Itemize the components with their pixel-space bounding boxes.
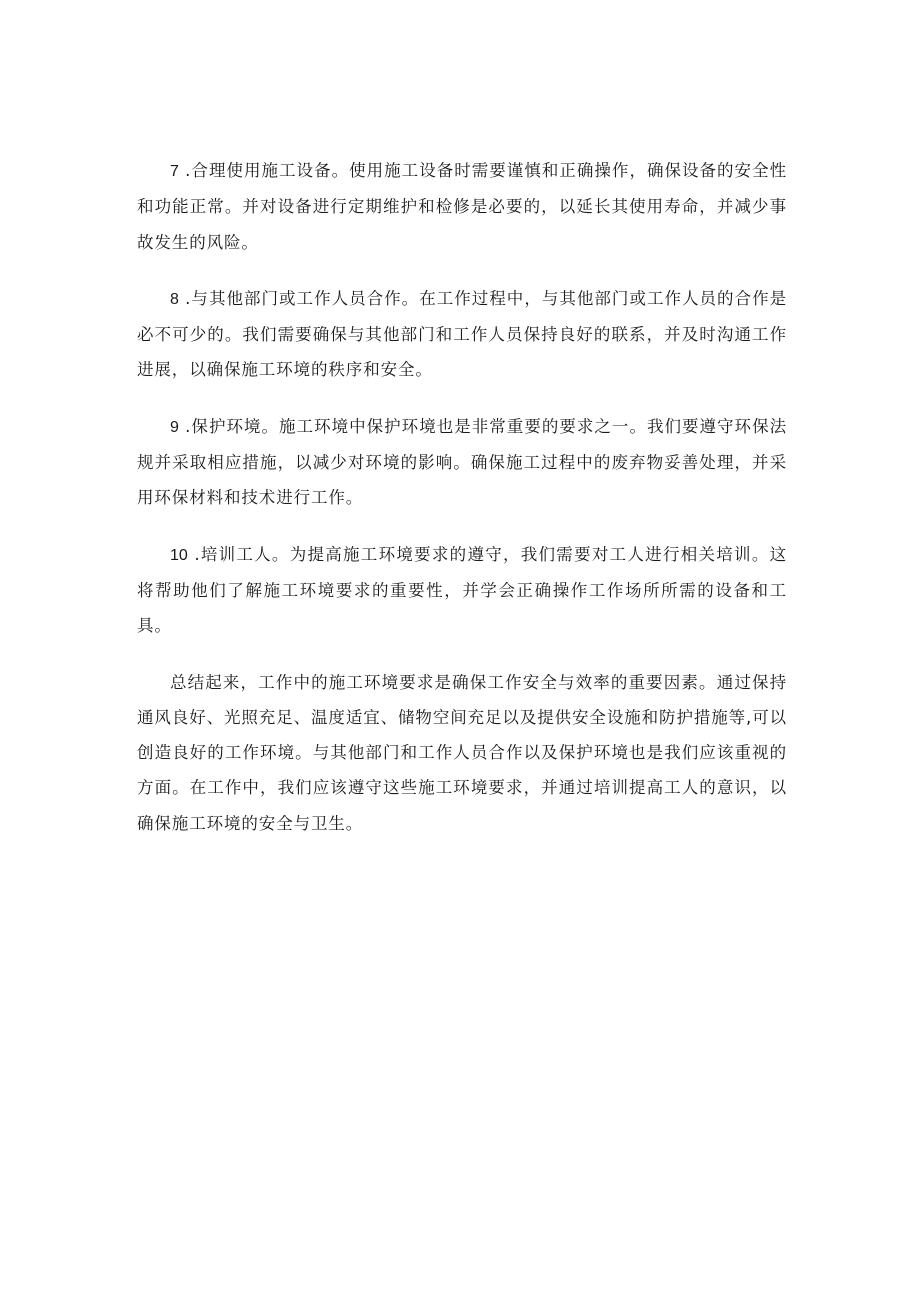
list-item <box>137 153 787 260</box>
item-text: .与其他部门或工作人员合作。在工作过程中，与其他部门或工作人员的合作是必不可少的。我们需要确保与其他部门和工作人员保持良好的联系，并及时沟通工作进展，以确保施工环境的秩序和安全。 <box>137 288 787 380</box>
item-number: 9 <box>170 418 179 436</box>
list-item <box>137 409 787 516</box>
document-body <box>137 153 787 862</box>
item-number: 7 <box>170 163 179 180</box>
item-number: 10 <box>170 546 188 564</box>
item-text: .培训工人。为提高施工环境要求的遵守，我们需要对工人进行相关培训。这将帮助他们了解施工环境要求的重要性，并学会正确操作工作场所所需的设备和工具。 <box>137 544 787 636</box>
item-number: 8 <box>170 290 179 308</box>
item-text: .合理使用施工设备。使用施工设备时需要谨慎和正确操作，确保设备的安全性和功能正常。并对设备进行定期维护和检修是必要的，以延长其使用寿命，并减少事故发生的风险。 <box>137 161 787 252</box>
list-item <box>137 281 787 388</box>
summary-paragraph: 总结起来，工作中的施工环境要求是确保工作安全与效率的重要因素。通过保持通风良好、光照充足、温度适宜、储物空间充足以及提供安全设施和防护措施等,可以创造良好的工作环境。与其他部门和工作人员合作以及保护环境也是我们应该重视的方面。在工作中，我们应该遵守这些施工环境要求，并通过培训提高工人的意识，以确保施工环境的安全与卫生。 <box>137 672 787 833</box>
item-text: .保护环境。施工环境中保护环境也是非常重要的要求之一。我们要遵守环保法规并采取相应措施，以减少对环境的影响。确保施工过程中的废弃物妥善处理，并采用环保材料和技术进行工作。 <box>137 416 787 508</box>
list-item <box>137 537 787 644</box>
